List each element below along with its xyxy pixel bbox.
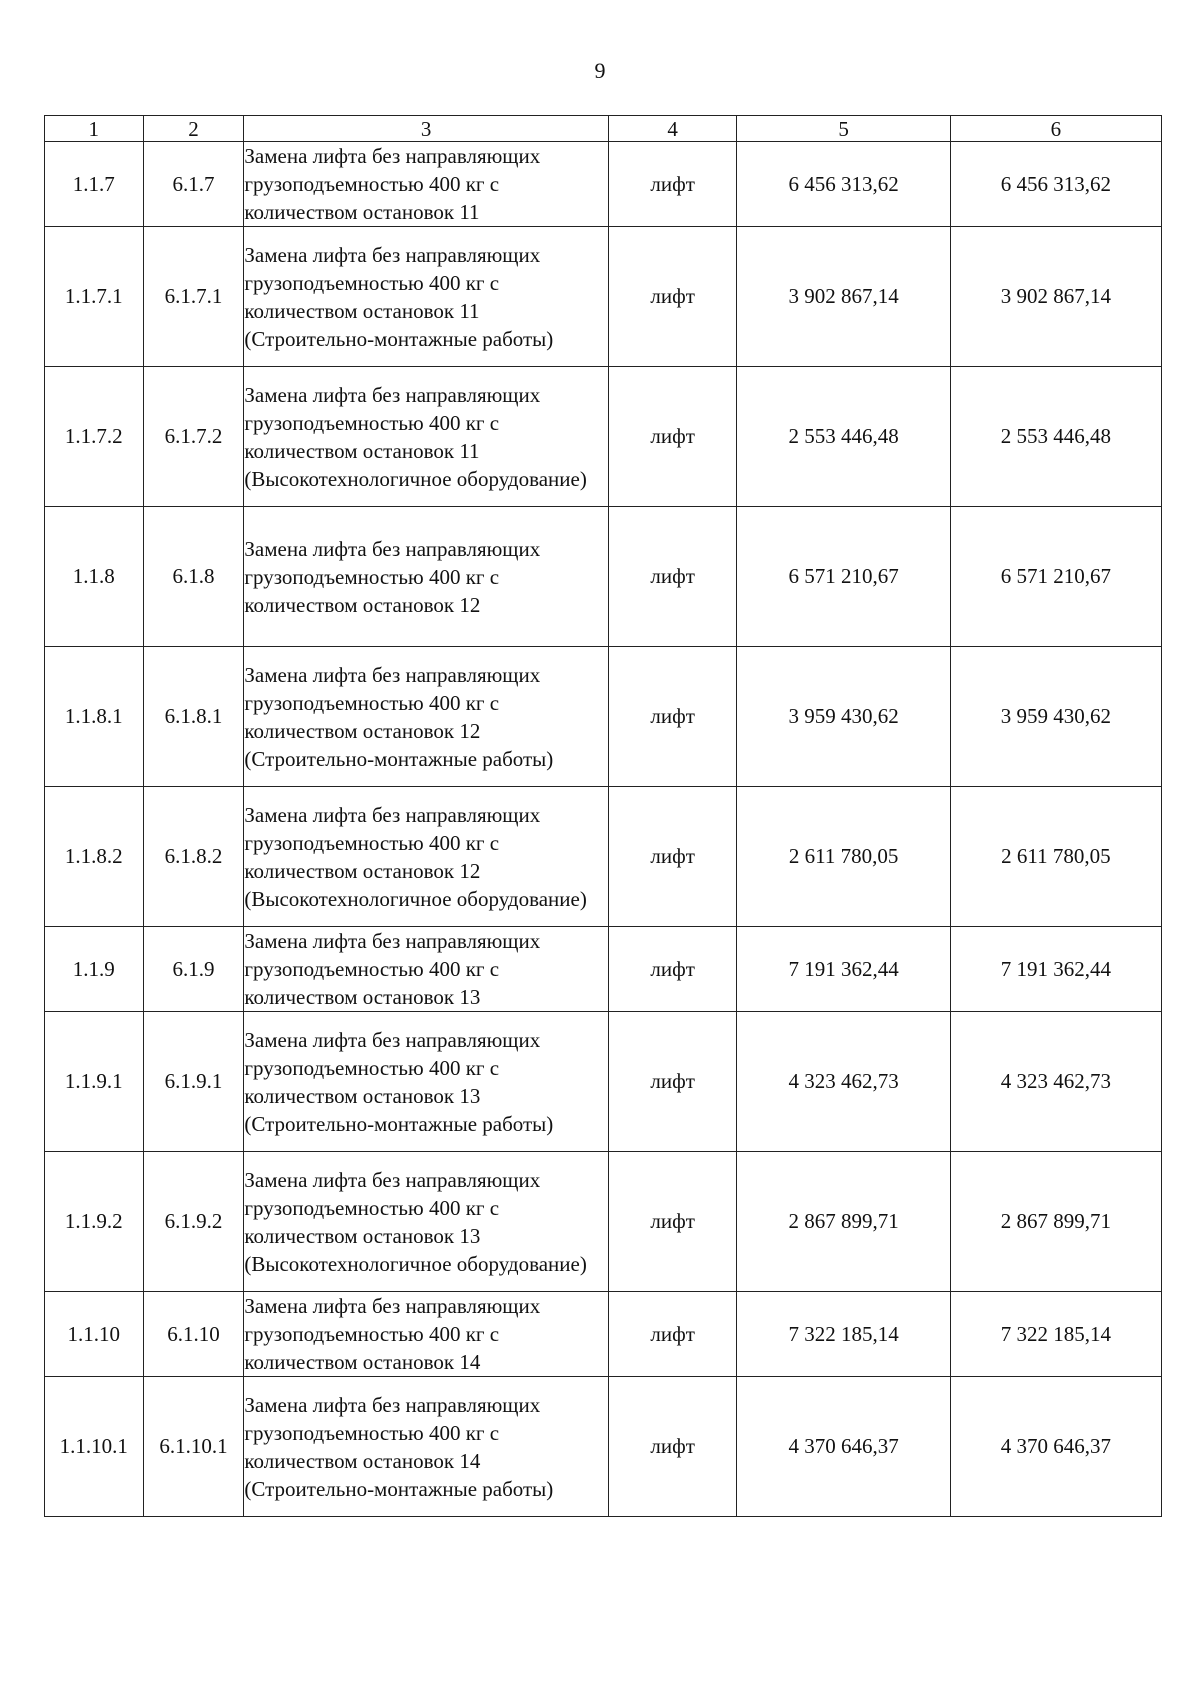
item-ref-code: 6.1.7.1: [143, 227, 244, 367]
table-row: [45, 1152, 1162, 1292]
item-code: 1.1.8: [45, 507, 144, 647]
item-description: Замена лифта без направляющих грузоподъемностью 400 кг с количеством остановок 12 (Высокотехнологичное оборудование): [244, 787, 608, 927]
table-row: [45, 227, 1162, 367]
item-value-col6: 2 867 899,71: [950, 1152, 1161, 1292]
item-ref-code: 6.1.7.2: [143, 367, 244, 507]
item-code: 1.1.9.2: [45, 1152, 144, 1292]
item-code: 1.1.10.1: [45, 1377, 144, 1517]
table-row: [45, 1012, 1162, 1152]
header-col-5: 5: [737, 116, 950, 142]
page-number: 9: [594, 58, 606, 83]
header-col-4: 4: [608, 116, 737, 142]
price-table: [44, 115, 1162, 1517]
item-value-col5: 4 370 646,37: [737, 1377, 950, 1517]
item-code: 1.1.9: [45, 927, 144, 1012]
item-value-col6: 2 611 780,05: [950, 787, 1161, 927]
header-col-6: 6: [950, 116, 1161, 142]
item-code: 1.1.8.2: [45, 787, 144, 927]
item-value-col6: 4 370 646,37: [950, 1377, 1161, 1517]
item-description: Замена лифта без направляющих грузоподъемностью 400 кг с количеством остановок 12 (Строительно-монтажные работы): [244, 647, 608, 787]
item-value-col5: 7 322 185,14: [737, 1292, 950, 1377]
item-ref-code: 6.1.10: [143, 1292, 244, 1377]
item-value-col5: 2 553 446,48: [737, 367, 950, 507]
item-unit: лифт: [608, 1292, 737, 1377]
item-value-col6: 6 571 210,67: [950, 507, 1161, 647]
item-value-col6: 7 322 185,14: [950, 1292, 1161, 1377]
item-unit: лифт: [608, 227, 737, 367]
item-value-col5: 3 959 430,62: [737, 647, 950, 787]
item-unit: лифт: [608, 1377, 737, 1517]
item-ref-code: 6.1.9: [143, 927, 244, 1012]
item-ref-code: 6.1.7: [143, 142, 244, 227]
item-code: 1.1.10: [45, 1292, 144, 1377]
item-description: Замена лифта без направляющих грузоподъемностью 400 кг с количеством остановок 13 (Строительно-монтажные работы): [244, 1012, 608, 1152]
item-value-col5: 2 867 899,71: [737, 1152, 950, 1292]
item-ref-code: 6.1.8: [143, 507, 244, 647]
table-row: [45, 1377, 1162, 1517]
table-row: [45, 647, 1162, 787]
item-value-col6: 7 191 362,44: [950, 927, 1161, 1012]
item-unit: лифт: [608, 142, 737, 227]
item-description: Замена лифта без направляющих грузоподъемностью 400 кг с количеством остановок 11 (Строительно-монтажные работы): [244, 227, 608, 367]
item-value-col5: 6 571 210,67: [737, 507, 950, 647]
item-description: Замена лифта без направляющих грузоподъемностью 400 кг с количеством остановок 13 (Высокотехнологичное оборудование): [244, 1152, 608, 1292]
item-ref-code: 6.1.9.1: [143, 1012, 244, 1152]
item-code: 1.1.7.1: [45, 227, 144, 367]
item-description: Замена лифта без направляющих грузоподъемностью 400 кг с количеством остановок 11 (Высокотехнологичное оборудование): [244, 367, 608, 507]
item-ref-code: 6.1.8.2: [143, 787, 244, 927]
item-ref-code: 6.1.8.1: [143, 647, 244, 787]
item-value-col6: 3 959 430,62: [950, 647, 1161, 787]
item-value-col6: 2 553 446,48: [950, 367, 1161, 507]
item-value-col6: 6 456 313,62: [950, 142, 1161, 227]
item-code: 1.1.9.1: [45, 1012, 144, 1152]
table-header-row: [45, 116, 1162, 142]
item-unit: лифт: [608, 1152, 737, 1292]
item-description: Замена лифта без направляющих грузоподъемностью 400 кг с количеством остановок 11: [244, 142, 608, 227]
item-value-col5: 3 902 867,14: [737, 227, 950, 367]
header-col-2: 2: [143, 116, 244, 142]
item-unit: лифт: [608, 367, 737, 507]
header-col-3: 3: [244, 116, 608, 142]
item-unit: лифт: [608, 787, 737, 927]
item-value-col5: 6 456 313,62: [737, 142, 950, 227]
item-description: Замена лифта без направляющих грузоподъемностью 400 кг с количеством остановок 12: [244, 507, 608, 647]
item-unit: лифт: [608, 927, 737, 1012]
item-description: Замена лифта без направляющих грузоподъемностью 400 кг с количеством остановок 13: [244, 927, 608, 1012]
item-ref-code: 6.1.10.1: [143, 1377, 244, 1517]
item-unit: лифт: [608, 647, 737, 787]
item-description: Замена лифта без направляющих грузоподъемностью 400 кг с количеством остановок 14 (Строительно-монтажные работы): [244, 1377, 608, 1517]
item-unit: лифт: [608, 1012, 737, 1152]
header-col-1: 1: [45, 116, 144, 142]
table-row: [45, 367, 1162, 507]
item-value-col6: 4 323 462,73: [950, 1012, 1161, 1152]
item-code: 1.1.7: [45, 142, 144, 227]
item-value-col5: 7 191 362,44: [737, 927, 950, 1012]
item-value-col6: 3 902 867,14: [950, 227, 1161, 367]
table-row: [45, 1292, 1162, 1377]
table-row: [45, 927, 1162, 1012]
item-value-col5: 2 611 780,05: [737, 787, 950, 927]
table-row: [45, 142, 1162, 227]
item-description: Замена лифта без направляющих грузоподъемностью 400 кг с количеством остановок 14: [244, 1292, 608, 1377]
item-value-col5: 4 323 462,73: [737, 1012, 950, 1152]
item-ref-code: 6.1.9.2: [143, 1152, 244, 1292]
item-code: 1.1.7.2: [45, 367, 144, 507]
table-row: [45, 507, 1162, 647]
item-unit: лифт: [608, 507, 737, 647]
item-code: 1.1.8.1: [45, 647, 144, 787]
table-row: [45, 787, 1162, 927]
